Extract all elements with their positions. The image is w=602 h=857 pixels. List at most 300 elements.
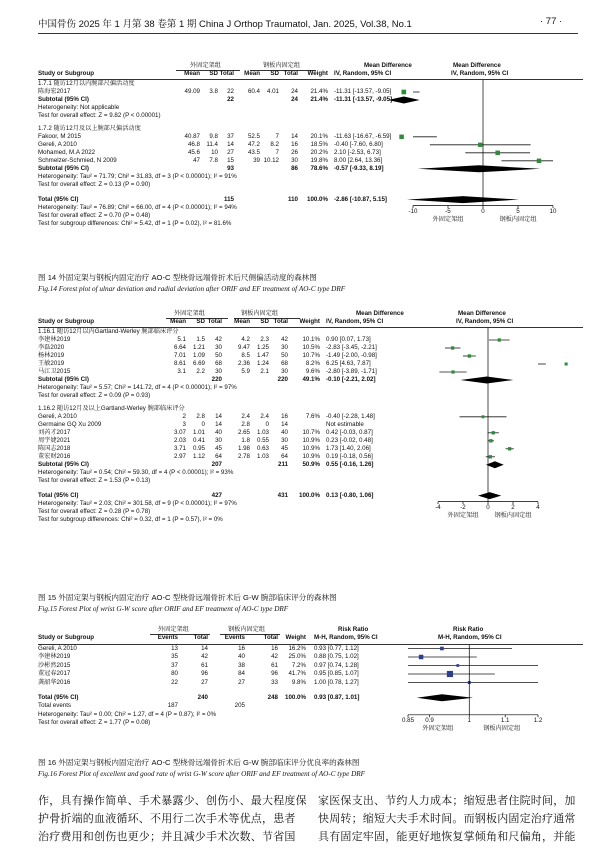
value-ci: Not estimable: [326, 420, 364, 428]
value-total: 27: [227, 148, 234, 156]
value-total: 64: [215, 452, 222, 460]
study-name: 陈海宏2017: [38, 88, 71, 95]
value-total: 30: [281, 344, 288, 351]
value-sd: 0.63: [256, 444, 269, 452]
body-line: 具有固定牢固，能更好地恢复掌倾角和尺偏角，并能: [318, 830, 576, 843]
col-study: Study or Subgroup: [38, 70, 95, 77]
x-tick-label: 1.1: [500, 716, 510, 724]
value-weight: 20.1%: [310, 132, 328, 140]
value-sd: 3.8: [209, 88, 218, 95]
col-header: Mean: [244, 70, 260, 77]
study-name: 陈国志2018: [38, 444, 71, 452]
value-sd: 1.01: [192, 428, 205, 436]
col-header: Events: [224, 634, 245, 641]
value-mean: 8.61: [173, 360, 186, 367]
total-stats: Test for overall effect: Z = 0.28 (P = 0.78): [38, 507, 151, 515]
value-total: 64: [281, 452, 288, 460]
figure-caption-en: Fig.16 Forest Plot of excellent and good rate of wrist G-W score after ORIF and EF treatment of AO-C type DRF: [38, 770, 366, 778]
value-ci: 0.90 [0.07, 1.73]: [326, 336, 371, 343]
value-total: 24: [291, 88, 298, 95]
value-ci: 2.10 [-2.53, 6.73]: [334, 148, 381, 156]
value-ci: 0.88 [0.75, 1.02]: [314, 653, 359, 660]
study-point: [565, 362, 568, 365]
value-total: 50: [215, 352, 222, 359]
value-weight: 100.0%: [285, 693, 306, 701]
value-events: 205: [234, 702, 245, 710]
x-tick-label: -5: [445, 207, 451, 215]
value-sd: 8.2: [270, 140, 279, 148]
value-events: 16: [238, 644, 245, 652]
study-name: 李建林2019: [38, 336, 71, 343]
x-tick-label: 0.85: [401, 716, 415, 724]
value-sd: 1.21: [192, 344, 205, 351]
col-header: Weight: [307, 70, 328, 77]
value-total: 68: [281, 360, 288, 367]
value-total: 27: [201, 678, 208, 686]
value-total: 431: [277, 491, 288, 499]
value-sd: 0: [201, 420, 205, 428]
value-events: 35: [171, 653, 178, 660]
value-sd: 7.8: [209, 156, 218, 164]
figure-caption-cn: 图 16 外固定架与钢板内固定治疗 AO-C 型桡骨远端骨折术后 G-W 腕部临床评分优良率的森林图: [38, 758, 360, 767]
value-sd: 7: [275, 132, 279, 140]
study-name: Gereli, A 2010: [38, 140, 77, 148]
group-header-ef: 外固定架组: [190, 62, 221, 69]
value-total: 42: [215, 336, 222, 343]
study-point: [537, 159, 541, 163]
total-stats: Heterogeneity: Tau² = 0.00; Chi² = 1.27, df = 4 (P = 0.87); I² = 0%: [38, 710, 217, 718]
value-events: 84: [238, 670, 245, 677]
total-stats: Test for overall effect: Z = 1.77 (P = 0.08): [38, 719, 151, 727]
value-total: 211: [278, 460, 288, 468]
value-total: 220: [211, 376, 222, 383]
col-header: Weight: [299, 318, 320, 325]
col-header: Mean: [234, 318, 250, 325]
value-total: 86: [291, 164, 298, 172]
value-events: 38: [238, 661, 245, 669]
study-point: [498, 338, 501, 341]
x-tick-label: 0: [486, 503, 490, 511]
value-total: 207: [211, 460, 222, 468]
study-name: 沙彬然2015: [38, 661, 71, 669]
value-ci: 0.93 [0.87, 1.01]: [314, 693, 360, 701]
col-ci: IV, Random, 95% CI: [451, 70, 509, 77]
favours-right: 钢板内固定组: [499, 215, 537, 223]
value-mean: 39: [253, 156, 260, 164]
value-mean: 40.87: [184, 132, 200, 140]
total-label: Total (95% CI): [38, 693, 79, 701]
mean-difference-header: Mean Difference: [453, 62, 501, 69]
value-weight: 78.6%: [310, 164, 328, 172]
value-events: 40: [238, 653, 245, 660]
value-sd: 1.03: [256, 428, 269, 436]
study-name: Gereli, A 2010: [38, 412, 77, 420]
value-mean: 3: [182, 420, 186, 428]
value-mean: 47.2: [247, 140, 260, 148]
value-total: 14: [227, 140, 234, 148]
x-tick-label: 1.2: [533, 716, 543, 724]
value-weight: 10.9%: [302, 444, 320, 452]
value-sd: 2.3: [260, 336, 269, 343]
study-point: [440, 647, 444, 651]
value-ci: 0.23 [-0.02, 0.48]: [326, 436, 373, 444]
value-sd: 1.25: [256, 344, 269, 351]
body-text-right: [318, 792, 576, 846]
col-header: Total: [283, 70, 298, 77]
study-point: [495, 151, 500, 156]
study-name: Total (95% CI): [38, 195, 79, 203]
favours-right: 钢板内固定组: [483, 724, 521, 732]
mean-difference-header: Mean Difference: [356, 310, 404, 317]
col-header: SD: [260, 318, 269, 325]
mean-difference-header: Mean Difference: [458, 310, 506, 317]
study-point: [401, 90, 406, 95]
value-ci: 1.73 [1.40, 2.06]: [326, 444, 371, 452]
col-header: Mean: [170, 318, 186, 325]
value-weight: 50.9%: [302, 460, 320, 468]
value-sd: 1.24: [256, 360, 269, 367]
value-mean: 2.78: [237, 452, 250, 460]
value-mean: 3.07: [173, 428, 186, 436]
value-ci: 6.25 [4.63, 7.87]: [326, 360, 371, 367]
pooled-diamond: [388, 97, 420, 104]
subgroup-stats: Heterogeneity: Tau² = 71.79; Chi² = 31.83, df = 3 (P < 0.00001); I² = 91%: [38, 172, 237, 180]
value-weight: 9.8%: [291, 678, 306, 686]
value-mean: 9.47: [237, 344, 250, 351]
value-total: 30: [215, 368, 222, 375]
value-sd: 2.1: [260, 368, 269, 375]
value-sd: 10.12: [263, 156, 279, 164]
value-total: 42: [271, 653, 278, 660]
study-name: Subtotal (95% CI): [38, 96, 89, 103]
value-total: 61: [201, 661, 208, 669]
value-weight: 9.6%: [305, 368, 320, 375]
value-weight: 41.7%: [288, 670, 306, 677]
subgroup-stats: Test for overall effect: Z = 0.09 (P = 0.93): [38, 392, 151, 399]
x-tick-label: 2: [511, 503, 515, 511]
favours-left: 外固定架组: [432, 215, 464, 223]
value-weight: 100.0%: [307, 195, 328, 203]
value-events: 22: [171, 678, 178, 686]
value-sd: 2.4: [260, 412, 269, 420]
group-header-ef: 外固定架组: [174, 310, 205, 317]
value-total: 14: [201, 644, 208, 652]
value-ci: 0.19 [-0.18, 0.56]: [326, 452, 373, 460]
value-sd: 1.09: [192, 352, 205, 359]
value-total: 24: [291, 96, 298, 103]
value-total: 42: [201, 653, 208, 660]
value-sd: 11.4: [206, 140, 218, 148]
study-name: Schmelzer-Schmied, N 2009: [38, 156, 117, 164]
subgroup-stats: Test for overall effect: Z = 0.13 (P = 0.90): [38, 180, 151, 188]
value-weight: 49.1%: [302, 376, 320, 383]
value-sd: 6.69: [192, 360, 205, 367]
value-sd: 2.8: [196, 412, 205, 420]
value-total: 30: [215, 436, 222, 444]
value-ci: 1.00 [0.78, 1.27]: [314, 678, 359, 686]
study-name: Total (95% CI): [38, 491, 79, 499]
value-total: 96: [201, 670, 208, 677]
value-mean: 5.1: [177, 336, 186, 343]
col-ci: M-H, Random, 95% CI: [438, 634, 502, 641]
value-mean: 47: [193, 156, 200, 164]
total-stats: Test for subgroup differences: Chi² = 0.32, df = 1 (P = 0.57), I² = 0%: [38, 515, 223, 523]
value-sd: 9.8: [209, 132, 218, 140]
favours-right: 钢板内固定组: [494, 511, 532, 519]
value-mean: 43.5: [247, 148, 260, 156]
body-line: 治疗费用和创伤也更少；并且减少手术次数、节省国: [38, 830, 296, 843]
value-total: 14: [281, 420, 288, 428]
col-study: Study or Subgroup: [38, 634, 95, 641]
value-ci: -1.49 [-2.00, -0.98]: [326, 352, 377, 359]
value-total: 40: [281, 428, 288, 436]
value-total: 240: [197, 693, 208, 701]
value-mean: 8.5: [241, 352, 250, 359]
value-sd: 0.55: [256, 436, 269, 444]
x-tick-label: 4: [536, 503, 540, 511]
value-total: 30: [281, 436, 288, 444]
value-sd: 2.2: [196, 368, 205, 375]
value-mean: 45.6: [187, 148, 200, 156]
value-weight: 18.5%: [310, 140, 328, 148]
value-total: 33: [271, 678, 278, 686]
value-total: 220: [277, 376, 288, 383]
value-weight: 10.7%: [302, 352, 320, 359]
pooled-diamond: [478, 492, 501, 499]
pooled-diamond: [486, 461, 504, 468]
value-mean: 3.1: [177, 368, 186, 375]
col-header: Total: [263, 634, 278, 641]
value-ci: -11.31 [-13.57, -9.05]: [334, 96, 393, 103]
col-ci: IV, Random, 95% CI: [326, 318, 384, 325]
header-rule: [38, 644, 583, 645]
value-mean: 60.4: [247, 88, 260, 95]
total-events-label: Total events: [38, 702, 72, 710]
study-point: [489, 455, 492, 458]
body-line: 家医保支出、节约人力成本；缩短患者住院时间，加: [318, 794, 576, 807]
x-tick-label: -10: [408, 207, 418, 215]
value-events: 37: [171, 661, 178, 669]
value-total: 30: [215, 344, 222, 351]
group-header-orif: 钢板内固定组: [263, 62, 301, 69]
value-ci: 8.00 [2.64, 13.36]: [334, 156, 383, 164]
body-text-left: [38, 792, 307, 846]
value-ci: -0.57 [-9.33, 8.19]: [334, 164, 384, 172]
col-header: SD: [270, 70, 279, 77]
value-mean: 7.01: [173, 352, 186, 359]
col-ci: M-H, Random, 95% CI: [314, 634, 378, 641]
study-point: [482, 415, 485, 418]
value-total: 427: [211, 491, 222, 499]
subgroup-title: 1.7.1 随访12月以内腕部尺偏活动度: [38, 80, 135, 87]
study-point: [456, 664, 459, 667]
col-header: Total: [219, 70, 234, 77]
value-total: 15: [227, 156, 234, 164]
study-name: 董冠春2017: [38, 670, 71, 677]
value-weight: 10.5%: [302, 344, 320, 351]
col-study: Study or Subgroup: [38, 318, 95, 325]
value-total: 115: [224, 195, 234, 203]
group-header-ef: 外固定架组: [158, 626, 189, 633]
study-point: [478, 143, 482, 147]
value-total: 42: [281, 336, 288, 343]
subgroup-stats: Test for overall effect: Z = 1.53 (P = 0.13): [38, 476, 151, 484]
x-tick-label: 5: [516, 207, 520, 215]
study-name: Mohamed, M.A 2022: [38, 148, 96, 156]
study-name: 董宏财2016: [38, 452, 71, 460]
x-tick-label: 10: [549, 207, 557, 215]
forest-plot-fig16: [38, 626, 583, 756]
subgroup-title: 1.16.1 随访12月以内Gartland-Werley 腕部临床评分: [38, 328, 179, 335]
value-weight: 19.8%: [310, 156, 328, 164]
value-mean: 2.97: [173, 452, 186, 460]
study-name: 龚韶华2016: [38, 678, 71, 686]
value-total: 22: [227, 96, 234, 103]
body-line: 护骨折端的血液循环、不用行二次手术等优点，患者: [38, 812, 296, 825]
study-name: 李建林2019: [38, 653, 71, 660]
value-ci: 0.93 [0.77, 1.12]: [314, 644, 359, 652]
value-total: 45: [215, 444, 222, 452]
value-total: 40: [215, 428, 222, 436]
study-name: 周宇婕2021: [38, 436, 71, 444]
study-point: [419, 655, 424, 660]
forest-plot-fig14: [38, 62, 583, 272]
value-ci: 0.95 [0.85, 1.07]: [314, 670, 359, 677]
subgroup-title: 1.16.2 随访12月及以上Gartland-Werley 腕部临床评分: [38, 404, 185, 412]
col-ci: IV, Random, 95% CI: [334, 70, 392, 77]
value-total: 30: [291, 156, 298, 164]
col-header: Total: [207, 318, 222, 325]
value-total: 110: [288, 195, 298, 203]
value-weight: 10.7%: [302, 428, 320, 436]
value-ci: 0.55 [-0.16, 1.26]: [326, 460, 374, 468]
value-ci: -11.63 [-16.67, -6.59]: [334, 132, 392, 140]
col-header: Events: [157, 634, 178, 641]
study-name: 李磊2020: [38, 344, 65, 351]
group-header-orif: 钢板内固定组: [228, 626, 266, 633]
value-weight: 7.6%: [305, 412, 320, 420]
study-point: [468, 354, 471, 357]
value-mean: 49.09: [184, 88, 200, 95]
total-stats: Heterogeneity: Tau² = 2.03; Chi² = 301.58, df = 9 (P < 0.00001); I² = 97%: [38, 499, 237, 507]
value-total: 68: [215, 360, 222, 367]
x-tick-label: 0.9: [425, 716, 434, 724]
value-total: 14: [291, 132, 298, 140]
favours-left: 外固定架组: [447, 511, 479, 519]
value-sd: 1.5: [196, 336, 205, 343]
value-weight: 20.2%: [310, 148, 328, 156]
value-weight: 10.1%: [302, 336, 320, 343]
value-total: 14: [215, 412, 222, 420]
study-point: [447, 671, 453, 677]
study-point: [399, 135, 404, 140]
value-total: 30: [281, 368, 288, 375]
col-header: SD: [196, 318, 205, 325]
pooled-diamond: [407, 196, 519, 203]
col-header: Total: [273, 318, 288, 325]
study-point: [492, 431, 495, 434]
value-mean: 1.8: [241, 436, 250, 444]
study-point: [451, 370, 454, 373]
study-name: Gereli, A 2010: [38, 644, 77, 652]
value-weight: 21.4%: [310, 96, 328, 103]
value-total: 16: [271, 644, 278, 652]
value-total: 45: [281, 444, 288, 452]
value-ci: 0.13 [-0.80, 1.06]: [326, 491, 374, 499]
value-sd: 1.12: [192, 452, 205, 460]
col-header: Weight: [285, 634, 306, 641]
value-mean: 46.8: [187, 140, 200, 148]
study-name: Fakoor, M 2015: [38, 132, 81, 140]
page-number: · 77 ·: [540, 16, 563, 27]
mean-difference-header: Mean Difference: [364, 62, 412, 69]
value-total: 50: [281, 352, 288, 359]
value-weight: 7.2%: [291, 661, 306, 669]
value-total: 16: [291, 140, 298, 148]
total-stats: Heterogeneity: Tau² = 76.89; Chi² = 66.00, df = 4 (P < 0.00001); I² = 94%: [38, 203, 237, 211]
study-name: Subtotal (95% CI): [38, 460, 89, 468]
value-ci: -0.40 [-2.28, 1.48]: [326, 412, 375, 420]
value-mean: 52.5: [247, 132, 260, 140]
value-weight: 25.0%: [288, 653, 306, 660]
value-total: 37: [227, 132, 234, 140]
value-total: 22: [227, 88, 234, 95]
value-mean: 4.2: [241, 336, 250, 343]
pooled-diamond: [418, 165, 541, 172]
risk-ratio-header: Risk Ratio: [338, 626, 369, 633]
subgroup-stats: Test for overall effect: Z = 9.82 (P < 0.00001): [38, 112, 161, 119]
study-name: 杨林2019: [38, 352, 65, 359]
value-sd: 1.03: [256, 452, 269, 460]
body-line: 作，具有操作简单、手术暴露少、创伤小、最大程度保: [38, 794, 307, 807]
figure-caption-cn: 图 14 外固定架与钢板内固定治疗 AO-C 型桡骨远端骨折术后尺侧偏活动度的森林图: [38, 273, 317, 282]
study-point: [508, 447, 511, 450]
value-weight: 100.0%: [299, 491, 320, 499]
value-total: 16: [281, 412, 288, 420]
value-ci: -0.40 [-7.60, 6.80]: [334, 140, 383, 148]
study-name: 马江卫2015: [38, 368, 71, 375]
value-sd: 7: [275, 148, 279, 156]
value-weight: 10.9%: [302, 452, 320, 460]
subgroup-stats: Heterogeneity: Not applicable: [38, 104, 120, 111]
value-total: 93: [227, 164, 234, 172]
value-sd: 4.01: [266, 88, 279, 95]
total-stats: Test for overall effect: Z = 0.70 (P = 0.48): [38, 211, 151, 219]
value-mean: 2.65: [237, 428, 250, 436]
value-mean: 2: [182, 412, 186, 420]
value-sd: 0.41: [192, 436, 205, 444]
favours-left: 外固定架组: [422, 724, 454, 732]
value-mean: 5.9: [241, 368, 250, 375]
value-mean: 1.98: [237, 444, 250, 452]
value-total: 61: [271, 661, 278, 669]
value-events: 80: [171, 670, 178, 677]
x-tick-label: 0: [481, 207, 485, 215]
value-ci: -0.10 [-2.21, 2.02]: [326, 376, 376, 383]
value-ci: -2.83 [-3.45, -2.21]: [326, 344, 377, 351]
value-mean: 2.36: [237, 360, 250, 367]
value-weight: 8.2%: [305, 360, 320, 367]
x-tick-label: -2: [460, 503, 466, 511]
value-sd: 0: [265, 420, 269, 428]
running-header: 中国骨伤 2025 年 1 月第 38 卷第 1 期 China J Orthop Traumatol, Jan. 2025, Vol.38, No.1: [38, 19, 412, 30]
subgroup-title: 1.7.2 随访12月及以上腕部尺偏活动度: [38, 124, 141, 132]
study-point: [451, 346, 454, 349]
value-mean: 6.64: [173, 344, 186, 351]
header-rule: [38, 33, 578, 34]
value-weight: 16.2%: [288, 644, 306, 652]
value-sd: 1.47: [256, 352, 269, 359]
